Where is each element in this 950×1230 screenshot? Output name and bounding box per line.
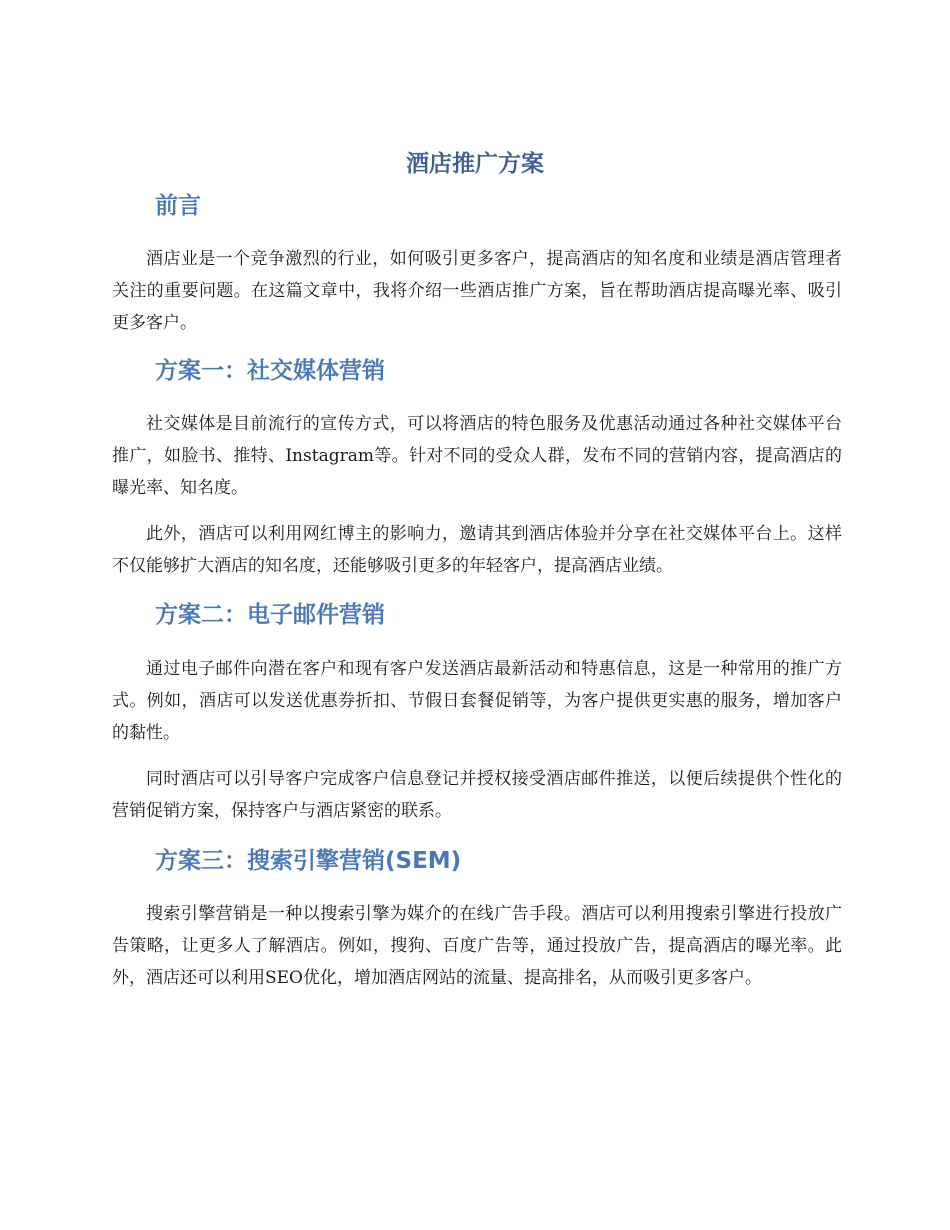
paragraph-email-2: 同时酒店可以引导客户完成客户信息登记并授权接受酒店邮件推送，以便后续提供个性化的营销促销方案，保持客户与酒店紧密的联系。: [112, 769, 842, 821]
section-heading-social-media: 方案一：社交媒体营销: [155, 358, 385, 384]
paragraph-preface: 酒店业是一个竞争激烈的行业，如何吸引更多客户，提高酒店的知名度和业绩是酒店管理者关注的重要问题。在这篇文章中，我将介绍一些酒店推广方案，旨在帮助酒店提高曝光率、吸引更多客户。: [112, 249, 842, 333]
paragraph-sem: 搜索引擎营销是一种以搜索引擎为媒介的在线广告手段。酒店可以利用搜索引擎进行投放广告策略，让更多人了解酒店。例如，搜狗、百度广告等，通过投放广告，提高酒店的曝光率。此外，酒店还可以利用SEO优化，增加酒店网站的流量、提高排名，从而吸引更多客户。: [112, 904, 842, 988]
paragraph-email-1: 通过电子邮件向潜在客户和现有客户发送酒店最新活动和特惠信息，这是一种常用的推广方式。例如，酒店可以发送优惠券折扣、节假日套餐促销等，为客户提供更实惠的服务，增加客户的黏性。: [112, 659, 842, 743]
paragraph-social-media-2: 此外，酒店可以利用网红博主的影响力，邀请其到酒店体验并分享在社交媒体平台上。这样不仅能够扩大酒店的知名度，还能够吸引更多的年轻客户，提高酒店业绩。: [112, 524, 842, 576]
paragraph-social-media-1: 社交媒体是目前流行的宣传方式，可以将酒店的特色服务及优惠活动通过各种社交媒体平台推广，如脸书、推特、Instagram等。针对不同的受众人群，发布不同的营销内容，提高酒店的曝光率、知名度。: [112, 414, 842, 498]
document-title: 酒店推广方案: [406, 151, 544, 177]
section-heading-sem: 方案三：搜索引擎营销(SEM): [155, 848, 462, 874]
section-heading-preface: 前言: [155, 193, 201, 219]
section-heading-email: 方案二：电子邮件营销: [155, 602, 385, 628]
